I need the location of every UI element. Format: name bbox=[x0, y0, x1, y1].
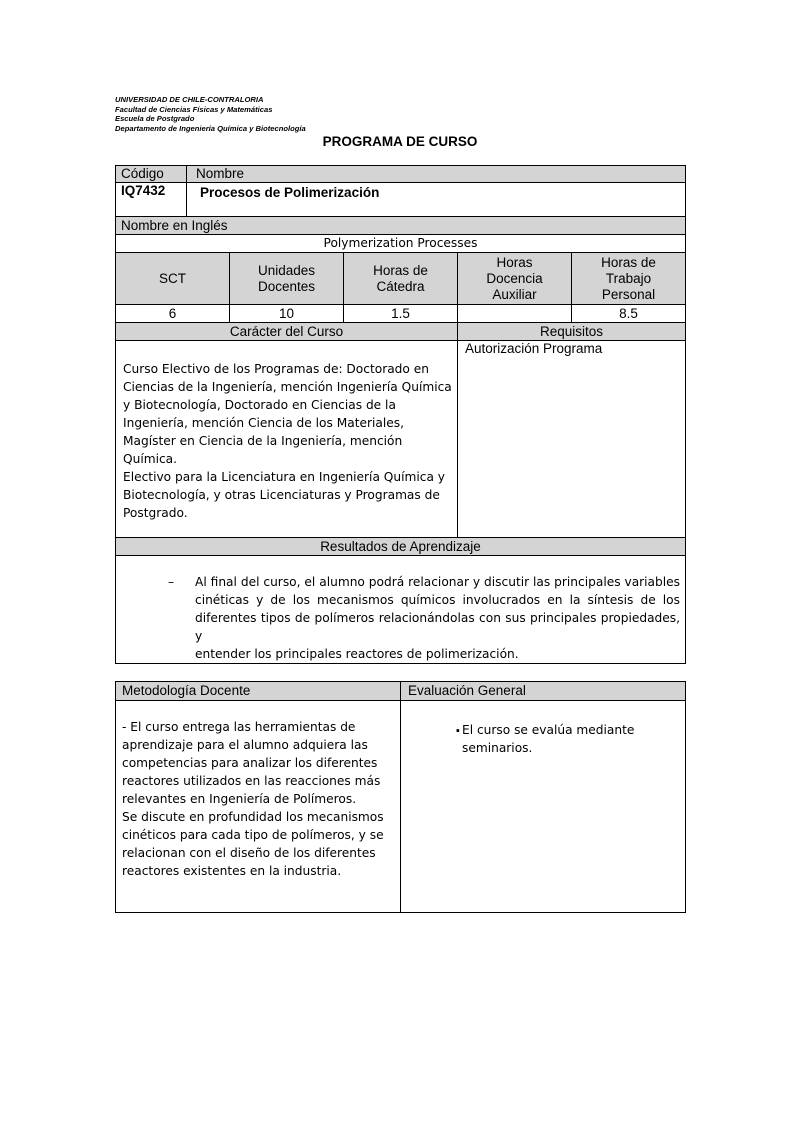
name-cell bbox=[186, 182, 686, 217]
english-name-cell bbox=[115, 234, 686, 253]
auxiliary-hours-value bbox=[457, 304, 572, 323]
university-name: UNIVERSIDAD DE CHILE-CONTRALORIA bbox=[115, 95, 264, 104]
character-line: Ingeniería, mención Ciencia de los Materiales, bbox=[123, 416, 404, 430]
character-line: Curso Electivo de los Programas de: Doctorado en bbox=[123, 362, 429, 376]
personal-work-hours-value: 8.5 bbox=[571, 304, 686, 323]
character-line: Ciencias de la Ingeniería, mención Ingeniería Química bbox=[123, 380, 452, 394]
character-line: y Biotecnología, Doctorado en Ciencias de la bbox=[123, 398, 396, 412]
evaluation-paragraph bbox=[462, 721, 634, 757]
personal-work-hours-header: Horas de Trabajo Personal bbox=[571, 252, 686, 305]
lecture-hours-value: 1.5 bbox=[343, 304, 458, 323]
methodology-line: cinéticos para cada tipo de polímeros, y se bbox=[122, 828, 384, 842]
learning-paragraph bbox=[195, 573, 680, 663]
methodology-line: reactores utilizados en las reacciones más bbox=[122, 774, 381, 788]
character-text-cell bbox=[115, 340, 458, 538]
methodology-line: Se discute en profundidad los mecanismos bbox=[122, 810, 384, 824]
learning-bullet: – bbox=[168, 575, 175, 589]
learning-line: diferentes tipos de polímeros relacionándolas con sus principales propiedades, y bbox=[195, 611, 680, 643]
evaluation-line: El curso se evalúa mediante bbox=[462, 723, 635, 737]
methodology-line: relacionan con el diseño de los diferentes bbox=[122, 846, 376, 860]
code-label: Código bbox=[121, 166, 164, 181]
english-label: Nombre en Inglés bbox=[121, 218, 228, 233]
learning-line: Al final del curso, el alumno podrá relacionar y discutir las principales variables bbox=[195, 575, 680, 589]
lecture-hours-header: Horas de Cátedra bbox=[343, 252, 458, 305]
methodology-line: reactores existentes en la industria. bbox=[122, 864, 342, 878]
faculty-name: Facultad de Ciencias Físicas y Matemáticas bbox=[115, 104, 273, 114]
course-code: IQ7432 bbox=[121, 183, 166, 198]
evaluation-label: Evaluación General bbox=[408, 683, 526, 698]
course-table bbox=[115, 165, 686, 665]
requirements-label: Requisitos bbox=[539, 323, 604, 339]
english-name: Polymerization Processes bbox=[323, 236, 478, 250]
teaching-units-header: Unidades Docentes bbox=[229, 252, 344, 305]
code-cell bbox=[115, 182, 187, 217]
methodology-text-cell bbox=[115, 700, 401, 913]
evaluation-line: seminarios. bbox=[462, 741, 533, 755]
department-name: Departamento de Ingeniería Química y Biotecnología bbox=[115, 123, 306, 133]
code-label-cell bbox=[115, 165, 187, 183]
character-line: Biotecnología, y otras Licenciaturas y Programas de bbox=[123, 488, 440, 502]
methodology-line: aprendizaje para el alumno adquiera las bbox=[122, 738, 368, 752]
teaching-units-value: 10 bbox=[229, 304, 344, 323]
learning-line: entender los principales reactores de polimerización. bbox=[195, 647, 519, 661]
name-label-cell bbox=[186, 165, 686, 183]
requirements-label-cell bbox=[457, 322, 686, 341]
name-label: Nombre bbox=[196, 166, 245, 181]
evaluation-bullet: . bbox=[455, 718, 461, 736]
requirements-text: Autorización Programa bbox=[465, 341, 603, 356]
sct-header: SCT bbox=[115, 252, 230, 305]
character-label: Carácter del Curso bbox=[229, 323, 344, 339]
learning-label: Resultados de Aprendizaje bbox=[320, 538, 481, 554]
methodology-label: Metodología Docente bbox=[122, 683, 251, 698]
course-name: Procesos de Polimerización bbox=[200, 185, 380, 200]
auxiliary-hours-header: Horas Docencia Auxiliar bbox=[457, 252, 572, 305]
sct-value: 6 bbox=[115, 304, 230, 323]
character-line: Magíster en Ciencia de la Ingeniería, mención bbox=[123, 434, 403, 448]
methodology-line: competencias para analizar los diferentes bbox=[122, 756, 378, 770]
learning-line: cinéticas y de los mecanismos químicos involucrados en la síntesis de los bbox=[195, 593, 680, 607]
evaluation-text-cell bbox=[400, 700, 686, 913]
methodology-table bbox=[115, 681, 686, 913]
evaluation-label-cell bbox=[400, 681, 686, 701]
character-label-cell bbox=[115, 322, 458, 341]
character-line: Química. bbox=[123, 452, 178, 466]
learning-text-cell bbox=[115, 555, 686, 664]
requirements-text-cell bbox=[457, 340, 686, 538]
character-line: Electivo para la Licenciatura en Ingeniería Química y bbox=[123, 470, 446, 484]
school-name: Escuela de Postgrado bbox=[115, 114, 195, 123]
character-line: Postgrado. bbox=[123, 506, 188, 520]
methodology-line: relevantes en Ingeniería de Polímeros. bbox=[122, 792, 357, 806]
learning-label-cell bbox=[115, 537, 686, 556]
institution-header bbox=[115, 95, 306, 133]
page-title: PROGRAMA DE CURSO bbox=[322, 134, 478, 149]
methodology-label-cell bbox=[115, 681, 401, 701]
methodology-line: - El curso entrega las herramientas de bbox=[122, 720, 356, 734]
english-label-cell bbox=[115, 216, 686, 235]
